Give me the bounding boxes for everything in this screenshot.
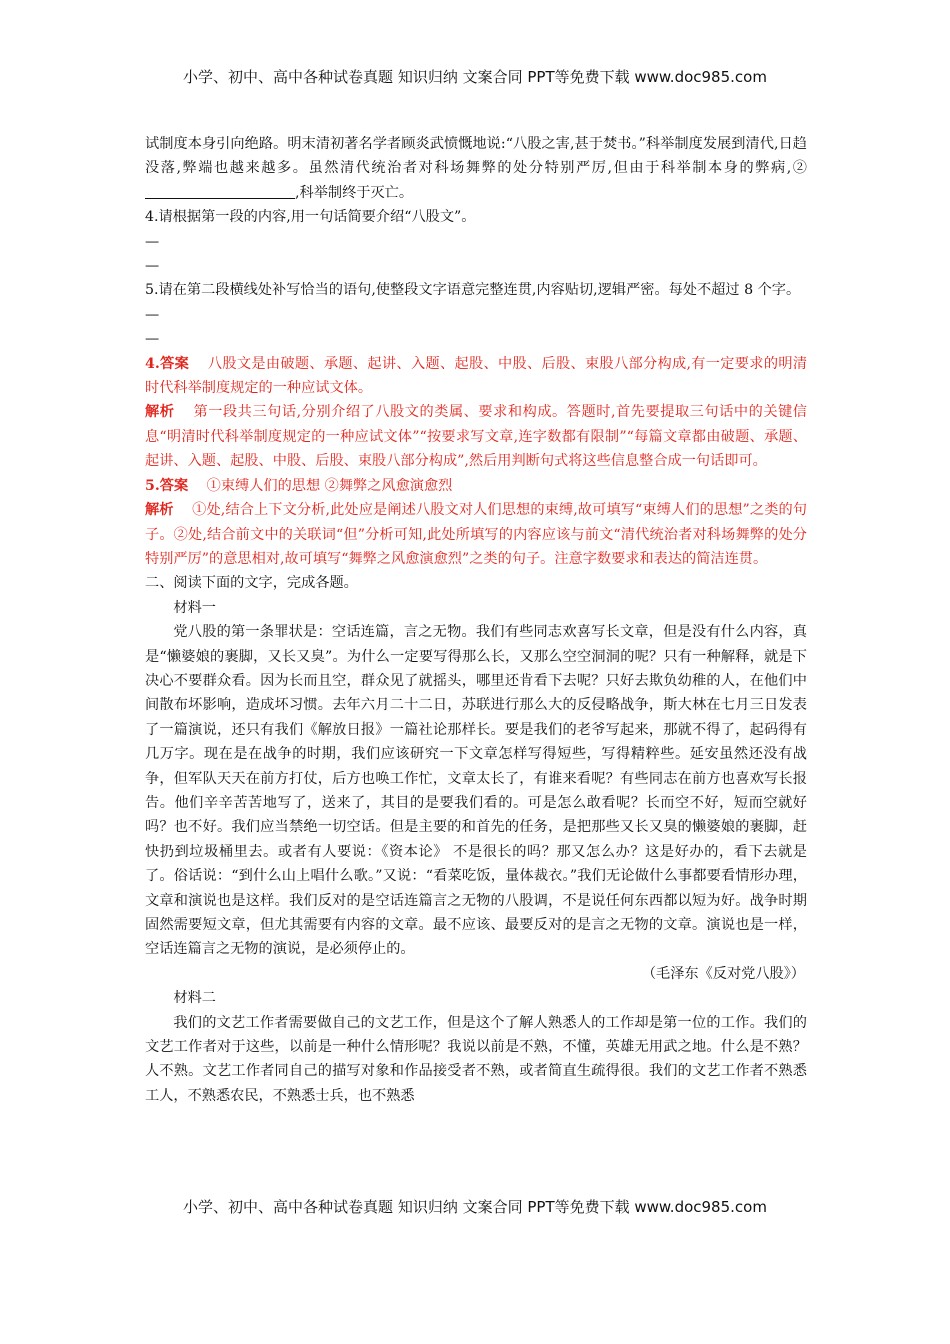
answer-line: — xyxy=(145,306,160,323)
question-4: 4.请根据第一段的内容,用一句话简要介绍“八股文”。 xyxy=(145,209,476,226)
passage-text: 试制度本身引向绝路。明末清初著名学者顾炎武愤慨地说:“八股之害,甚于焚书。”科举制度发展到清代,日趋没落,弊端也越来越多。虽然清代统治者对科场舞弊的处分特别严厉,但由于科举制本身的弊病,② xyxy=(145,136,807,177)
fill-in-blank xyxy=(145,184,295,199)
material-1-body: 党八股的第一条罪状是：空话连篇，言之无物。我们有些同志欢喜写长文章，但是没有什么内容，真是“懒婆娘的裹脚，又长又臭”。为什么一定要写得那么长，又那么空空洞洞的呢？只有一种解释，就是下决心不要群众看。因为长而且空，群众见了就摇头，哪里还肯看下去呢？只好去欺负幼稚的人，在他们中间散布坏影响，造成坏习惯。去年六月二十二日，苏联进行那么大的反侵略战争，斯大林在七月三日发表了一篇演说，还只有我们《解放日报》一篇社论那样长。要是我们的老爷写起来，那就不得了，起码得有几万字。现在是在战争的时期，我们应该研究一下文章怎样写得短些，写得精粹些。延安虽然还没有战争，但军队天天在前方打仗，后方也唤工作忙，文章太长了，有谁来看呢？有些同志在前方也喜欢写长报告。他们辛辛苦苦地写了，送来了，其目的是要我们看的。可是怎么敢看呢？长而空不好，短而空就好吗？也不好。我们应当禁绝一切空话。但是主要的和首先的任务，是把那些又长又臭的懒婆娘的裹脚，赶快扔到垃圾桶里去。或者有人要说：《资本论》 不是很长的吗？那又怎么办？这是好办的，看下去就是了。俗话说：“到什么山上唱什么歌。”又说：“看菜吃饭，量体裁衣。”我们无论做什么事都要看情形办理，文章和演说也是这样。我们反对的是空话连篇言之无物的八股调，不是说任何东西都以短为好。战争时期固然需要短文章，但尤其需要有内容的文章。最不应该、最要反对的是言之无物的文章。演说也是一样，空话连篇言之无物的演说，是必须停止的。 xyxy=(145,624,807,958)
answer-text: 八股文是由破题、承题、起讲、入题、起股、中股、后股、束股八部分构成,有一定要求的明清时代科举制度规定的一种应试文体。 xyxy=(145,355,808,397)
answer-label: 4.答案 xyxy=(145,355,190,372)
passage-text-end: ,科举制终于灭亡。 xyxy=(295,184,414,201)
analysis-5 xyxy=(145,498,807,571)
page-footer: 小学、初中、高中各种试卷真题 知识归纳 文案合同 PPT等免费下载 www.doc985.com xyxy=(183,1198,767,1216)
analysis-label: 解析 xyxy=(145,404,175,421)
document-body xyxy=(145,132,807,1108)
material-1-source: （毛泽东《反对党八股》） xyxy=(641,965,805,982)
analysis-text: 第一段共三句话,分别介绍了八股文的类属、要求和构成。答题时,首先要提取三句话中的关键信息“明清时代科举制度规定的一种应试文体”“按要求写文章,连字数都有限制”“每篇文章都由破题、承题、起讲、入题、起股、中股、后股、束股八部分构成”,然后用判断句式将这些信息整合成一句话即可。 xyxy=(145,404,807,470)
page-header: 小学、初中、高中各种试卷真题 知识归纳 文案合同 PPT等免费下载 www.doc985.com xyxy=(183,68,767,86)
question-5: 5.请在第二段横线处补写恰当的语句,使整段文字语意完整连贯,内容贴切,逻辑严密。每处不超过 8 个字。 xyxy=(145,282,801,299)
answer-line: — xyxy=(145,233,160,250)
answer-line: — xyxy=(145,258,160,275)
analysis-text: ①处,结合上下文分析,此处应是阐述八股文对人们思想的束缚,故可填写“束缚人们的思想”之类的句子。②处,结合前文中的关联词“但”分析可知,此处所填写的内容应该与前文“清代统治者对科场舞弊的处分特别严厉”的意思相对,故可填写“舞弊之风愈演愈烈”之类的句子。注意字数要求和表达的简洁连贯。 xyxy=(145,502,807,567)
answer-text: ①束缚人们的思想 ②舞弊之风愈演愈烈 xyxy=(206,477,453,494)
material-1-title: 材料一 xyxy=(173,599,216,616)
answer-5 xyxy=(145,474,807,498)
material-2-body: 我们的文艺工作者需要做自己的文艺工作，但是这个了解人熟悉人的工作却是第一位的工作。我们的文艺工作者对于这些，以前是一种什么情形呢？我说以前是不熟，不懂，英雄无用武之地。什么是不熟？人不熟。文艺工作者同自己的描写对象和作品接受者不熟，或者简直生疏得很。我们的文艺工作者不熟悉工人，不熟悉农民，不熟悉士兵，也不熟悉 xyxy=(145,1014,807,1104)
answer-4 xyxy=(145,352,807,401)
answer-label: 5.答案 xyxy=(145,477,189,494)
analysis-4 xyxy=(145,400,807,473)
analysis-label: 解析 xyxy=(145,502,174,519)
material-2-title: 材料二 xyxy=(173,990,216,1007)
passage-paragraph xyxy=(145,132,807,205)
section-title: 二、阅读下面的文字，完成各题。 xyxy=(145,575,358,592)
answer-line: — xyxy=(145,331,160,348)
